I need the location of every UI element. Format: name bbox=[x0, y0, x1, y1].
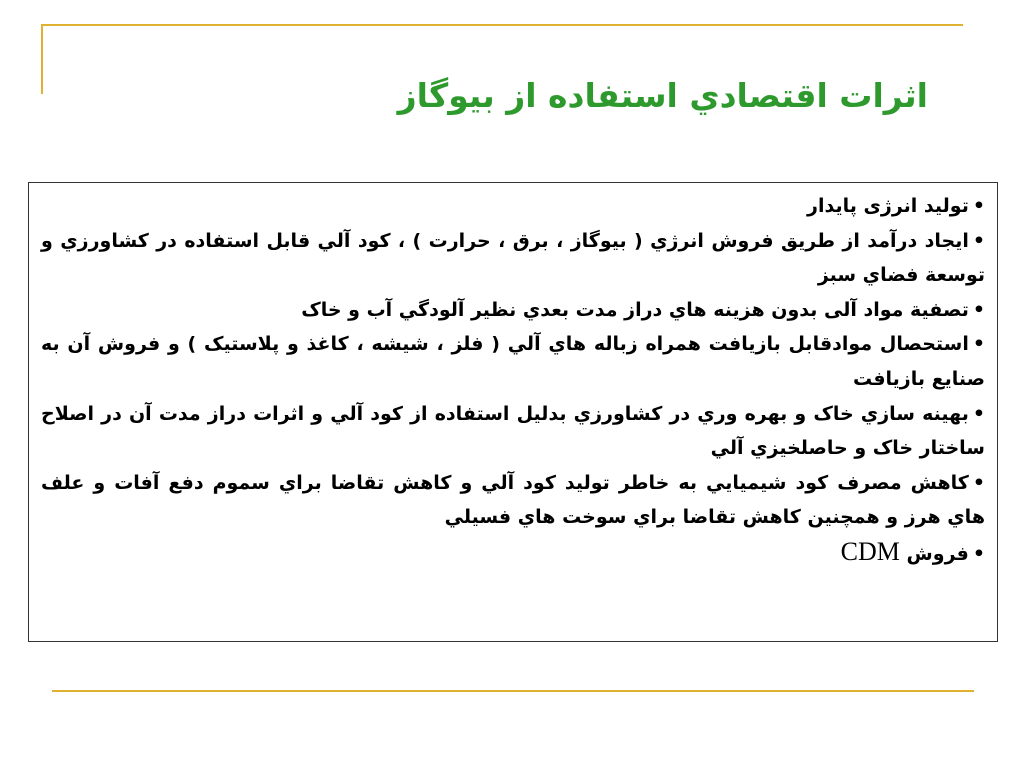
slide-title: اثرات اقتصادي استفاده از بيوگاز bbox=[397, 76, 928, 115]
bullet-item bbox=[41, 293, 985, 328]
bullet-dot: • bbox=[972, 542, 985, 565]
content-box bbox=[28, 182, 998, 642]
bullet-text: استحصال موادقابل بازيافت همراه زباله هاي آلي ( فلز ، شيشه ، کاغذ و پلاستيک ) و فروش آن به صنايع بازيافت bbox=[41, 333, 985, 390]
bullet-text: تصفية مواد آلی بدون هزينه هاي دراز مدت بعدي نظير آلودگي آب و خاک bbox=[301, 298, 969, 321]
top-decorative-rule bbox=[41, 24, 963, 26]
bullet-item bbox=[41, 466, 985, 535]
bullet-item bbox=[41, 189, 985, 224]
bullet-dot: • bbox=[972, 195, 985, 217]
bullet-text: ايجاد درآمد از طريق فروش انرژي ( بيوگاز ، برق ، حرارت ) ، کود آلي قابل استفاده در کشاورزي و توسعة فضاي سبز bbox=[41, 229, 985, 287]
bullet-dot: • bbox=[972, 298, 985, 321]
bullet-text: بهينه سازي خاک و بهره وري در کشاورزي بدليل استفاده از کود آلي و اثرات دراز مدت آن در اصلاح ساختار خاک و حاصلخيزي آلي bbox=[41, 402, 985, 460]
bullet-item bbox=[41, 535, 985, 572]
bullet-item bbox=[41, 327, 985, 396]
bullet-text: فروش bbox=[906, 542, 969, 565]
bullet-dot: • bbox=[972, 402, 985, 425]
bullet-dot: • bbox=[972, 229, 985, 252]
bullet-dot: • bbox=[972, 333, 985, 356]
bullet-text: توليد انرژی پايدار bbox=[807, 195, 969, 217]
cdm-label: CDM bbox=[840, 536, 900, 566]
bullet-item bbox=[41, 397, 985, 466]
bullet-text: کاهش مصرف کود شيميايي به خاطر توليد کود آلي و کاهش تقاضا براي سموم دفع آفات و علف هاي هرز و همچنين کاهش تقاضا براي سوخت هاي فسيلي bbox=[41, 471, 985, 529]
left-decorative-rule bbox=[41, 24, 43, 94]
bullet-list bbox=[41, 189, 985, 572]
bullet-item bbox=[41, 224, 985, 293]
bottom-decorative-rule bbox=[52, 690, 974, 692]
bullet-dot: • bbox=[972, 471, 985, 494]
